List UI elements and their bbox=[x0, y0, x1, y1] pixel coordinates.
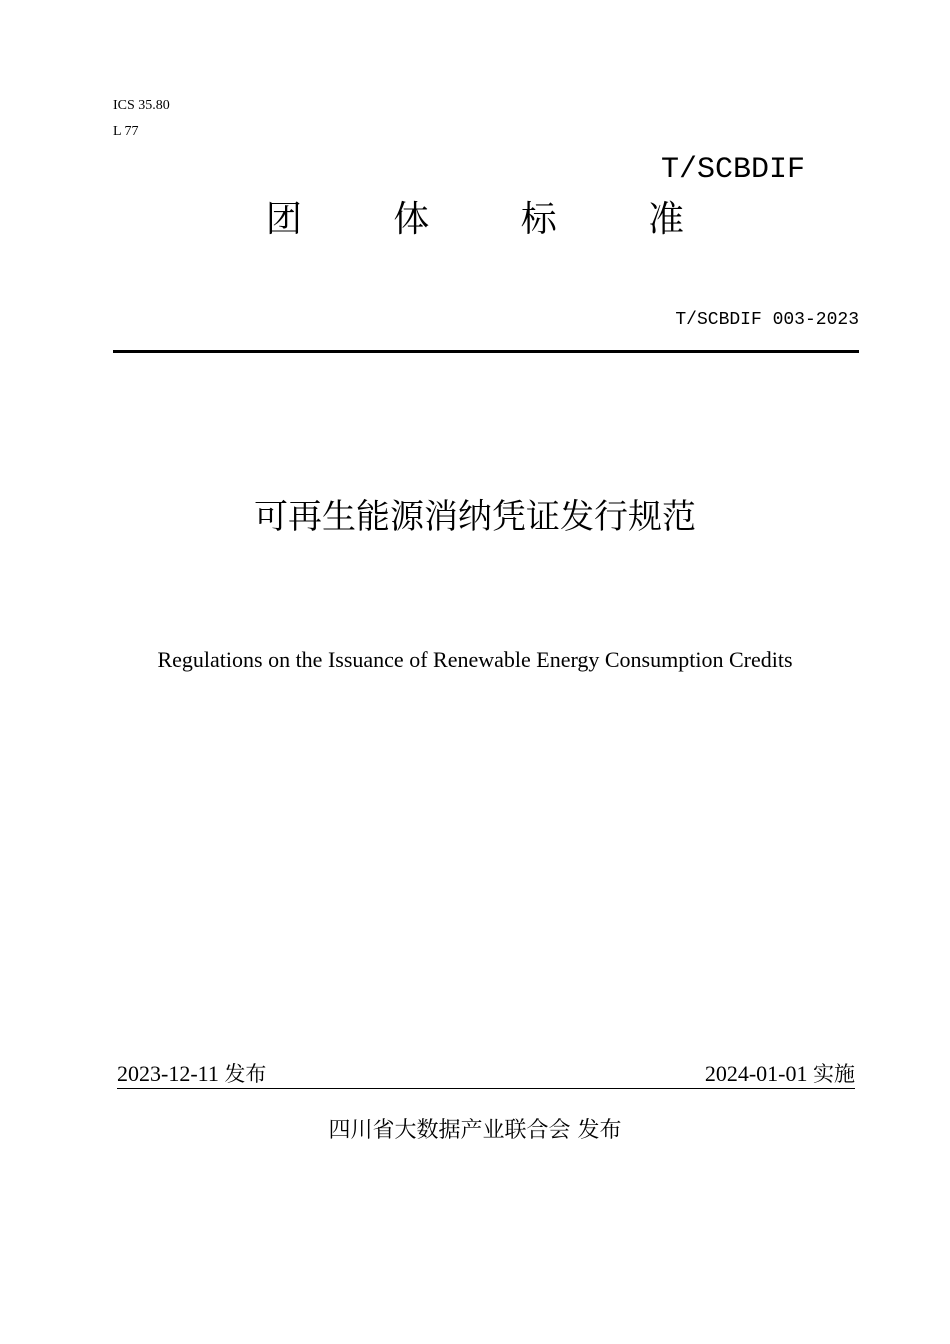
publisher-label: 发布 bbox=[577, 1118, 622, 1143]
document-title-chinese: 可再生能源消纳凭证发行规范 bbox=[254, 497, 696, 537]
implement-date-group bbox=[705, 1060, 855, 1088]
document-title-english: Regulations on the Issuance of Renewable Energy Consumption Credits bbox=[157, 647, 793, 672]
date-line bbox=[117, 1060, 855, 1089]
publish-date-group bbox=[117, 1060, 266, 1088]
publish-date: 2023-12-11 bbox=[117, 1061, 219, 1086]
standard-number: T/SCBDIF 003-2023 bbox=[675, 310, 859, 330]
implement-label: 实施 bbox=[813, 1062, 855, 1086]
standard-code: T/SCBDIF bbox=[660, 153, 805, 187]
classification-code: L 77 bbox=[113, 124, 139, 139]
publish-label: 发布 bbox=[224, 1062, 267, 1086]
header-divider bbox=[113, 350, 859, 353]
publisher-name: 四川省大数据产业联合会 bbox=[328, 1118, 571, 1143]
standard-type-heading: 团 体 标 准 bbox=[265, 199, 725, 240]
ics-code: ICS 35.80 bbox=[113, 98, 170, 113]
implement-date: 2024-01-01 bbox=[704, 1061, 808, 1086]
publisher-line bbox=[0, 1116, 950, 1146]
